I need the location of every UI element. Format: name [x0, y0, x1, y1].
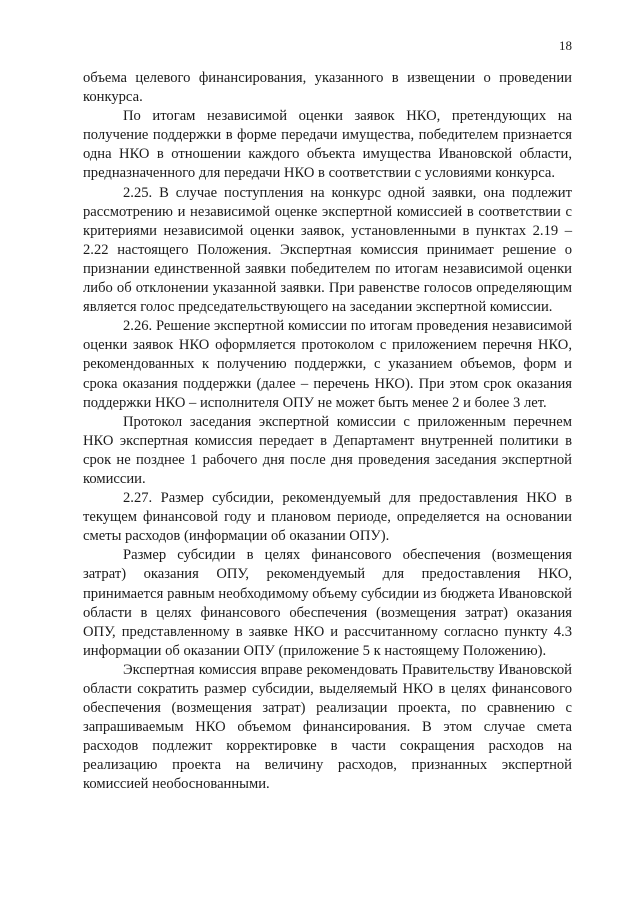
- paragraph-2-27: 2.27. Размер субсидии, рекомендуемый для предоставления НКО в текущем финансовой году и плановом периоде, определяется на основании сметы расходов (информации об оказании ОПУ).: [83, 490, 572, 545]
- paragraph-2-26: 2.26. Решение экспертной комиссии по итогам проведения независимой оценки заявок НКО оформляется протоколом с приложением перечня НКО, рекомендованных к получению поддержки, с указанием объемов, форм и срока оказания поддержки (далее – перечень НКО). При этом срок оказания поддержки НКО – исполнителя ОПУ не может быть менее 2 и более 3 лет.: [83, 318, 572, 411]
- page-number: 18: [559, 38, 572, 53]
- paragraph-subsidy-size: Размер субсидии в целях финансового обеспечения (возмещения затрат) оказания ОПУ, рекомендуемый для предоставления НКО, принимается равным необходимому объему субсидии из бюджета Ивановской области в целях финансового обеспечения (возмещения затрат) оказания ОПУ, представленному в заявке НКО и рассчитанному согласно пункту 4.3 информации об оказании ОПУ (приложение 5 к настоящему Положению).: [83, 547, 572, 659]
- paragraph-nko-property-winner: По итогам независимой оценки заявок НКО, претендующих на получение поддержки в форме передачи имущества, победителем признается одна НКО в отношении каждого объекта имущества Ивановской области, предназначенного для передачи НКО в соответствии с условиями конкурса.: [83, 108, 572, 182]
- paragraph-continuation: объема целевого финансирования, указанного в извещении о проведении конкурса.: [83, 70, 572, 106]
- document-body: [83, 69, 572, 795]
- paragraph-protocol-transfer: Протокол заседания экспертной комиссии с приложенным перечнем НКО экспертная комиссия передает в Департамент внутренней политики в срок не позднее 1 рабочего дня после дня проведения заседания экспертной комиссии.: [83, 413, 572, 487]
- paragraph-commission-reduction: Экспертная комиссия вправе рекомендовать Правительству Ивановской области сократить размер субсидии, выделяемый НКО в целях финансового обеспечения (возмещения затрат) реализации проекта, по сравнению с запрашиваемым НКО объемом финансирования. В этом случае смета расходов подлежит корректировке в части сокращения расходов на реализацию проекта на величину расходов, признанных экспертной комиссией необоснованными.: [83, 661, 572, 793]
- paragraph-2-25: 2.25. В случае поступления на конкурс одной заявки, она подлежит рассмотрению и независимой оценке экспертной комиссией в соответствии с критериями независимой оценки заявок, установленными в пунктах 2.19 – 2.22 настоящего Положения. Экспертная комиссия принимает решение о признании единственной заявки победителем по итогам независимой оценки либо об отклонении указанной заявки. При равенстве голосов определяющим является голос председательствующего на заседании экспертной комиссии.: [83, 184, 572, 316]
